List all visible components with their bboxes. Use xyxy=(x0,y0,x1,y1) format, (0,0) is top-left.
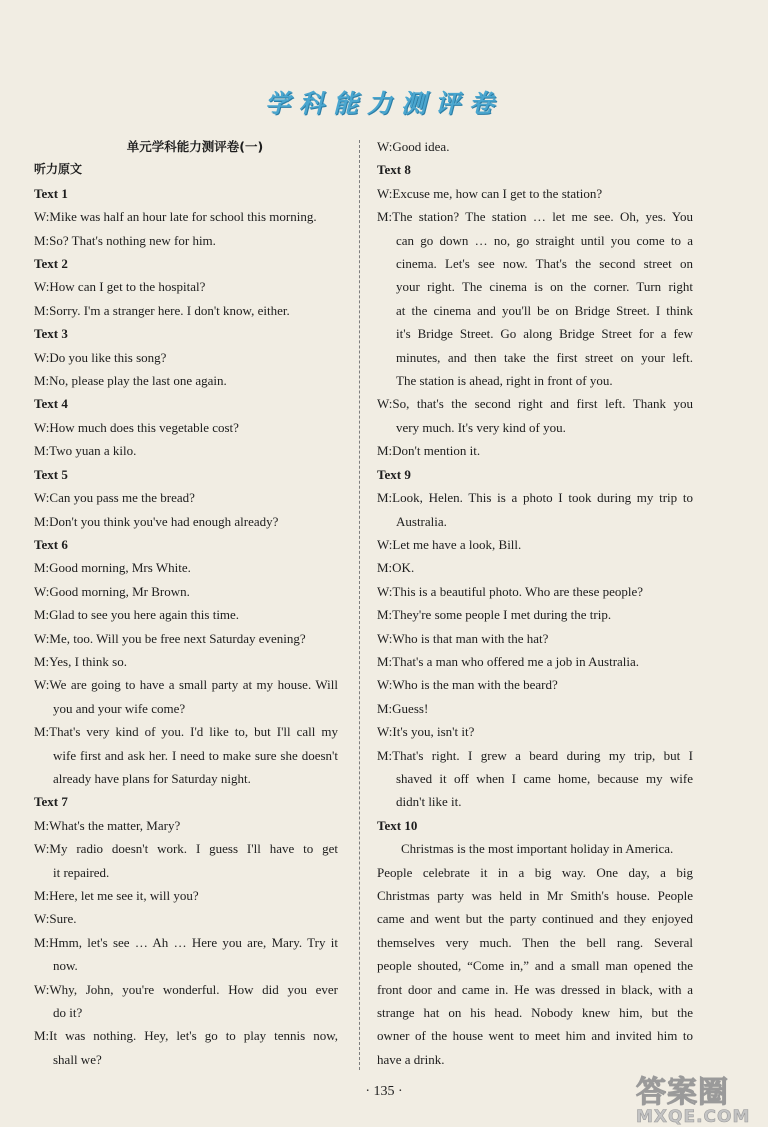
text-heading: Text 3 xyxy=(34,326,68,342)
dialogue-line: W:Can you pass me the bread? xyxy=(34,490,195,506)
dialogue-line: M:Here, let me see it, will you? xyxy=(34,888,199,903)
dialogue-continuation: do it? xyxy=(53,1005,83,1021)
dialogue-line: have a drink. xyxy=(377,1051,445,1067)
dialogue-line: W:Who is that man with the hat? xyxy=(377,630,549,646)
dialogue-continuation: you and your wife come? xyxy=(53,700,186,716)
dialogue-line: W:Sure. xyxy=(34,911,77,927)
dialogue-line: M:Sorry. I'm a stranger here. I don't know, either. xyxy=(34,302,290,318)
text-heading: Text 10 xyxy=(377,817,418,833)
dialogue-line: M:Yes, I think so. xyxy=(34,653,127,669)
text-heading: Text 4 xyxy=(34,396,68,412)
dialogue-line: M:Hmm, let's see … Ah … Here you are, Mary. Try it xyxy=(34,934,338,950)
dialogue-line: W:Me, too. Will you be free next Saturday evening? xyxy=(34,630,306,646)
dialogue-line: W:It's you, isn't it? xyxy=(377,724,475,740)
dialogue-continuation: now. xyxy=(53,958,78,974)
dialogue-line: W:Who is the man with the beard? xyxy=(377,677,558,693)
dialogue-continuation: already have plans for Saturday night. xyxy=(53,770,251,786)
dialogue-continuation: cinema. Let's see now. That's the second street on xyxy=(396,256,693,272)
text-heading: Text 6 xyxy=(34,536,68,552)
dialogue-line: M:That's very kind of you. I'd like to, but I'll call my xyxy=(34,724,338,740)
page-number: · 135 · xyxy=(365,1084,403,1099)
paragraph-line: came and went but the party continued and they enjoyed xyxy=(377,911,693,927)
text-heading: Text 1 xyxy=(34,185,68,201)
dialogue-line: W:Do you like this song? xyxy=(34,349,167,365)
dialogue-line: W:Let me have a look, Bill. xyxy=(377,536,522,552)
text-heading: Text 9 xyxy=(377,466,411,482)
paragraph-line: People celebrate it in a big way. One day, a big xyxy=(377,864,693,880)
dialogue-line: W:Mike was half an hour late for school this morning. xyxy=(34,209,317,225)
dialogue-continuation: The station is ahead, right in front of you. xyxy=(396,373,613,389)
dialogue-line: W:My radio doesn't work. I guess I'll have to get xyxy=(34,841,338,857)
dialogue-continuation: very much. It's very kind of you. xyxy=(396,419,566,435)
left-column xyxy=(34,135,338,1071)
column-divider xyxy=(359,140,360,1070)
paragraph-line: strange hat on his head. Nobody knew him, but the xyxy=(377,1005,693,1021)
dialogue-continuation: it repaired. xyxy=(53,864,110,880)
dialogue-line: W:Excuse me, how can I get to the station? xyxy=(377,185,603,201)
dialogue-line: M:Don't mention it. xyxy=(377,443,481,459)
watermark-url: MXQE.COM xyxy=(636,1107,751,1127)
dialogue-line: M:Don't you think you've had enough already? xyxy=(34,513,279,529)
dialogue-line: M:So? That's nothing new for him. xyxy=(34,232,216,248)
dialogue-line: W:How much does this vegetable cost? xyxy=(34,419,239,435)
dialogue-line: W:Good morning, Mr Brown. xyxy=(34,583,190,599)
watermark xyxy=(636,1075,766,1127)
dialogue-line: M:Look, Helen. This is a photo I took during my trip to xyxy=(377,490,693,506)
dialogue-line: W:This is a beautiful photo. Who are these people? xyxy=(377,583,644,599)
watermark-logo: 答案圈 xyxy=(636,1075,729,1110)
dialogue-line: M:The station? The station … let me see. Oh, yes. You xyxy=(377,209,693,225)
dialogue-line: M:What's the matter, Mary? xyxy=(34,817,181,833)
dialogue-line: M:It was nothing. Hey, let's go to play tennis now, xyxy=(34,1028,338,1044)
text-heading: Text 2 xyxy=(34,256,68,272)
right-column xyxy=(377,135,693,1071)
paragraph-line: Christmas party was held in Mr Smith's house. People xyxy=(377,888,693,903)
dialogue-line: M:Two yuan a kilo. xyxy=(34,443,137,459)
text-heading: Text 7 xyxy=(34,794,68,810)
dialogue-continuation: at the cinema and you'll be on Bridge Street. I think xyxy=(396,302,693,318)
dialogue-continuation: Australia. xyxy=(396,513,447,529)
dialogue-continuation: didn't like it. xyxy=(396,794,462,810)
paragraph-line: themselves very much. Then the bell rang. Several xyxy=(377,934,693,950)
dialogue-line: W:How can I get to the hospital? xyxy=(34,279,206,295)
dialogue-continuation: shall we? xyxy=(53,1051,102,1067)
paragraph-line: owner of the house went to meet him and invited him to xyxy=(377,1028,693,1044)
dialogue-line: W:We are going to have a small party at my house. Will xyxy=(34,677,338,693)
dialogue-continuation: shaved it off when I came home, because my wife xyxy=(396,770,693,786)
dialogue-line: M:Guess! xyxy=(377,700,429,716)
dialogue-continuation: wife first and ask her. I need to make sure she doesn't xyxy=(53,747,338,763)
dialogue-continuation: your right. The cinema is on the corner. Turn right xyxy=(396,279,693,295)
paragraph-line: people shouted, “Come in,” and a small man opened the xyxy=(377,958,693,974)
dialogue-continuation: minutes, and then take the first street on your left. xyxy=(396,349,693,365)
dialogue-line: M:OK. xyxy=(377,560,415,576)
paragraph-line: Christmas is the most important holiday in America. xyxy=(401,841,674,857)
dialogue-line: M:That's right. I grew a beard during my trip, but I xyxy=(377,747,693,763)
dialogue-line: M:Glad to see you here again this time. xyxy=(34,607,240,623)
dialogue-line: M:That's a man who offered me a job in Australia. xyxy=(377,653,640,669)
dialogue-line: W:Why, John, you're wonderful. How did you ever xyxy=(34,981,338,997)
dialogue-line: M:They're some people I met during the trip. xyxy=(377,607,612,623)
dialogue-continuation: it's Bridge Street. Go along Bridge Street for a few xyxy=(396,326,693,342)
section-title: 单元学科能力测评卷(一) xyxy=(126,139,264,154)
dialogue-continuation: can go down … no, go straight until you come to a xyxy=(396,232,693,248)
dialogue-line: W:So, that's the second right and first left. Thank you xyxy=(377,396,693,412)
dialogue-line: W:Good idea. xyxy=(377,139,450,154)
paragraph-line: front door and came in. He was dressed in black, with a xyxy=(377,981,693,997)
dialogue-line: M:No, please play the last one again. xyxy=(34,373,227,389)
page-title: 学科能力测评卷 xyxy=(264,89,503,118)
dialogue-line: M:Good morning, Mrs White. xyxy=(34,560,191,576)
text-heading: Text 5 xyxy=(34,466,68,482)
section-label: 听力原文 xyxy=(34,162,83,177)
text-heading: Text 8 xyxy=(377,162,411,178)
